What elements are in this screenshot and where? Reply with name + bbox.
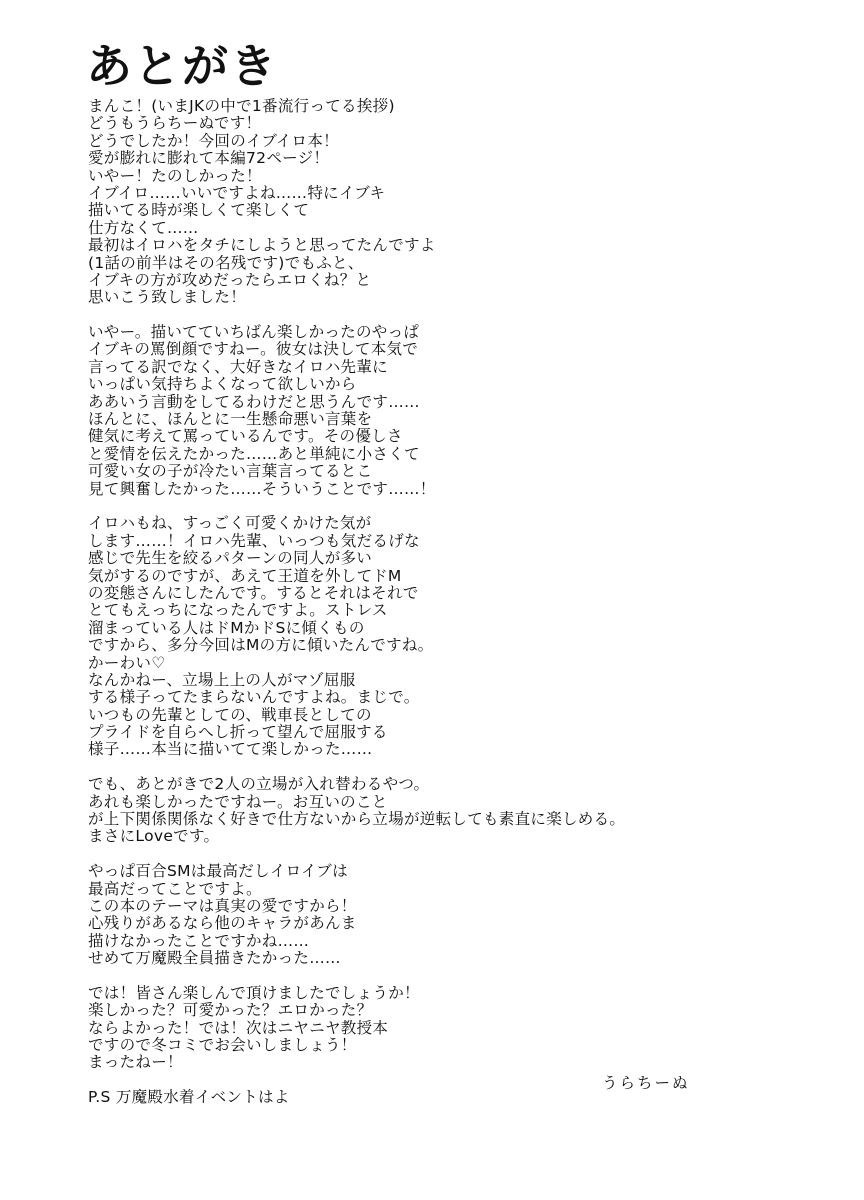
text-line: なんかねー、立場上上の人がマゾ屈服 bbox=[88, 670, 356, 689]
text-line: 感じで先生を絞るパターンの同人が多い bbox=[88, 549, 373, 568]
text-line: 描いてる時が楽しくて楽しくて bbox=[88, 201, 310, 220]
text-line: の変態さんにしたんです。するとそれはそれで bbox=[88, 583, 419, 602]
text-line: 思いこう致しました！ bbox=[88, 288, 247, 307]
text-line: イロハもね、すっごく可愛くかけた気が bbox=[88, 514, 372, 533]
text-line: 健気に考えて罵っているんです。その優しさ bbox=[88, 427, 403, 446]
text-line: あれも楽しかったですねー。お互いのこと bbox=[88, 792, 388, 811]
text-line: 気がするのですが、あえて王道を外してドM bbox=[88, 566, 402, 585]
text-line: する様子ってたまらないんですよね。まじで。 bbox=[88, 688, 420, 707]
text-line: いやー！たのしかった！ bbox=[88, 166, 262, 185]
text-line: どうもうらちーぬです！ bbox=[88, 114, 262, 133]
paragraph-gap bbox=[88, 759, 788, 776]
paragraph-gap bbox=[88, 498, 788, 515]
text-line: 見て興奮したかった……そういうことです……！ bbox=[88, 479, 436, 498]
text-line: 描けなかったことですかね…… bbox=[88, 931, 310, 950]
text-line: 最高だってことですよ。 bbox=[88, 879, 262, 898]
text-line: 楽しかった？可愛かった？エロかった？ bbox=[88, 1001, 373, 1020]
text-line: 仕方なくて…… bbox=[88, 218, 199, 237]
text-line: まんこ！(いまJKの中で1番流行ってる挨拶) bbox=[88, 97, 395, 115]
text-line: いやー。描いてていちばん楽しかったのやっぱ bbox=[88, 323, 420, 342]
paragraph-gap bbox=[88, 968, 788, 985]
text-line: いつもの先輩としての、戦車長としての bbox=[88, 705, 372, 724]
text-line: やっぱ百合SMは最高だしイロイブは bbox=[88, 862, 348, 881]
text-line: 言ってる訳でなく、大好きなイロハ先輩に bbox=[88, 357, 388, 376]
paragraph-gap bbox=[88, 846, 788, 863]
text-line: かーわい♡ bbox=[88, 653, 166, 672]
page-title: あとがき bbox=[86, 39, 278, 93]
text-line: 様子……本当に描いてて楽しかった…… bbox=[88, 740, 373, 759]
text-line: ですので冬コミでお会いしましょう！ bbox=[88, 1036, 357, 1055]
text-line: 心残りがあるなら他のキャラがあんま bbox=[88, 914, 357, 933]
text-line: (1話の前半はその名残です)でもふと、 bbox=[88, 253, 364, 272]
text-line: イブイロ……いいですよね……特にイブキ bbox=[88, 183, 386, 202]
afterword-body bbox=[88, 98, 788, 1107]
text-line: が上下関係関係なく好きで仕方ないから立場が逆転しても素直に楽しめる。 bbox=[88, 810, 626, 829]
text-line: まさにLoveです。 bbox=[88, 827, 220, 846]
text-line: せめて万魔殿全員描きたかった…… bbox=[88, 949, 341, 968]
text-line: この本のテーマは真実の愛ですから！ bbox=[88, 896, 357, 915]
text-line: します……！イロハ先輩、いっつも気だるげな bbox=[88, 531, 420, 550]
text-line: 可愛い女の子が冷たい言葉言ってるとこ bbox=[88, 462, 373, 481]
text-line: 最初はイロハをタチにしようと思ってたんですよ bbox=[88, 236, 436, 255]
text-line: P.S 万魔殿水着イベントはよ bbox=[88, 1088, 290, 1107]
text-line: イブキの方が攻めだったらエロくね？と bbox=[88, 270, 372, 289]
text-line: では！皆さん楽しんで頂けましたでしょうか！ bbox=[88, 983, 420, 1002]
text-line: ああいう言動をしてるわけだと思うんです…… bbox=[88, 392, 420, 411]
text-line: 溜まっている人はドMかドSに傾くもの bbox=[88, 618, 365, 637]
text-line: ならよかった！では！次はニヤニヤ教授本 bbox=[88, 1018, 389, 1037]
text-line: でも、あとがきで2人の立場が入れ替わるやつ。 bbox=[88, 775, 430, 794]
text-line: 愛が膨れに膨れて本編72ページ！ bbox=[88, 149, 330, 168]
text-line: ほんとに、ほんとに一生懸命悪い言葉を bbox=[88, 410, 373, 429]
text-line: どうでしたか！今回のイブイロ本！ bbox=[88, 131, 339, 150]
text-line: イブキの罵倒顔ですねー。彼女は決して本気で bbox=[88, 340, 419, 359]
author-signature: うらちーぬ bbox=[602, 1074, 690, 1092]
text-line: ですから、多分今回はMの方に傾いたんですね。 bbox=[88, 636, 434, 655]
text-line: とてもえっちになったんですよ。ストレス bbox=[88, 601, 388, 620]
text-line: まったねー！ bbox=[88, 1053, 183, 1072]
text-line: プライドを自らへし折って望んで屈服する bbox=[88, 723, 388, 742]
paragraph-gap bbox=[88, 307, 788, 324]
text-line: と愛情を伝えたかった……あと単純に小さくて bbox=[88, 444, 420, 463]
text-line: いっぱい気持ちよくなって欲しいから bbox=[88, 375, 357, 394]
